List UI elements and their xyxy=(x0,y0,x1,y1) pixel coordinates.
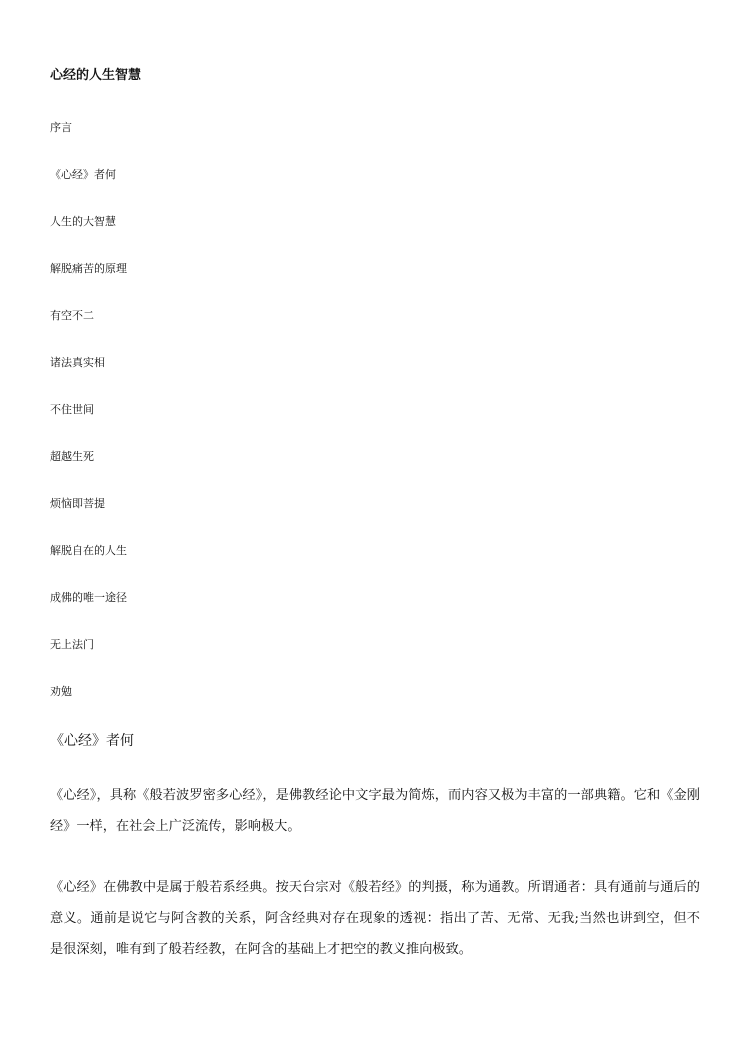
toc-item: 无上法门 xyxy=(50,638,94,651)
toc-item: 人生的大智慧 xyxy=(50,215,116,228)
toc-item: 序言 xyxy=(50,121,72,134)
toc-item: 《心经》者何 xyxy=(50,168,116,181)
toc-item: 解脱自在的人生 xyxy=(50,544,127,557)
toc-item: 劝勉 xyxy=(50,685,72,698)
toc-item: 烦恼即菩提 xyxy=(50,497,105,510)
body-paragraph: 《心经》在佛教中是属于般若系经典。按天台宗对《般若经》的判摄，称为通教。所谓通者：具有通前与通后的意义。通前是说它与阿含教的关系，阿含经典对存在现象的透视：指出了苦、无常、无我;当然也讲到空，但不是很深刻，唯有到了般若经教，在阿含的基础上才把空的教义推向极致。 xyxy=(50,880,700,957)
toc-item: 不住世间 xyxy=(50,403,94,416)
body-paragraph: 《心经》，具称《般若波罗密多心经》，是佛教经论中文字最为简炼，而内容又极为丰富的一部典籍。它和《金刚经》一样，在社会上广泛流传，影响极大。 xyxy=(50,788,700,834)
table-of-contents xyxy=(50,121,127,732)
section-heading: 《心经》者何 xyxy=(50,733,134,749)
toc-item: 有空不二 xyxy=(50,309,94,322)
toc-item: 超越生死 xyxy=(50,450,94,463)
toc-item: 诸法真实相 xyxy=(50,356,105,369)
toc-item: 成佛的唯一途径 xyxy=(50,591,127,604)
document-title: 心经的人生智慧 xyxy=(50,68,142,83)
toc-item: 解脱痛苦的原理 xyxy=(50,262,127,275)
